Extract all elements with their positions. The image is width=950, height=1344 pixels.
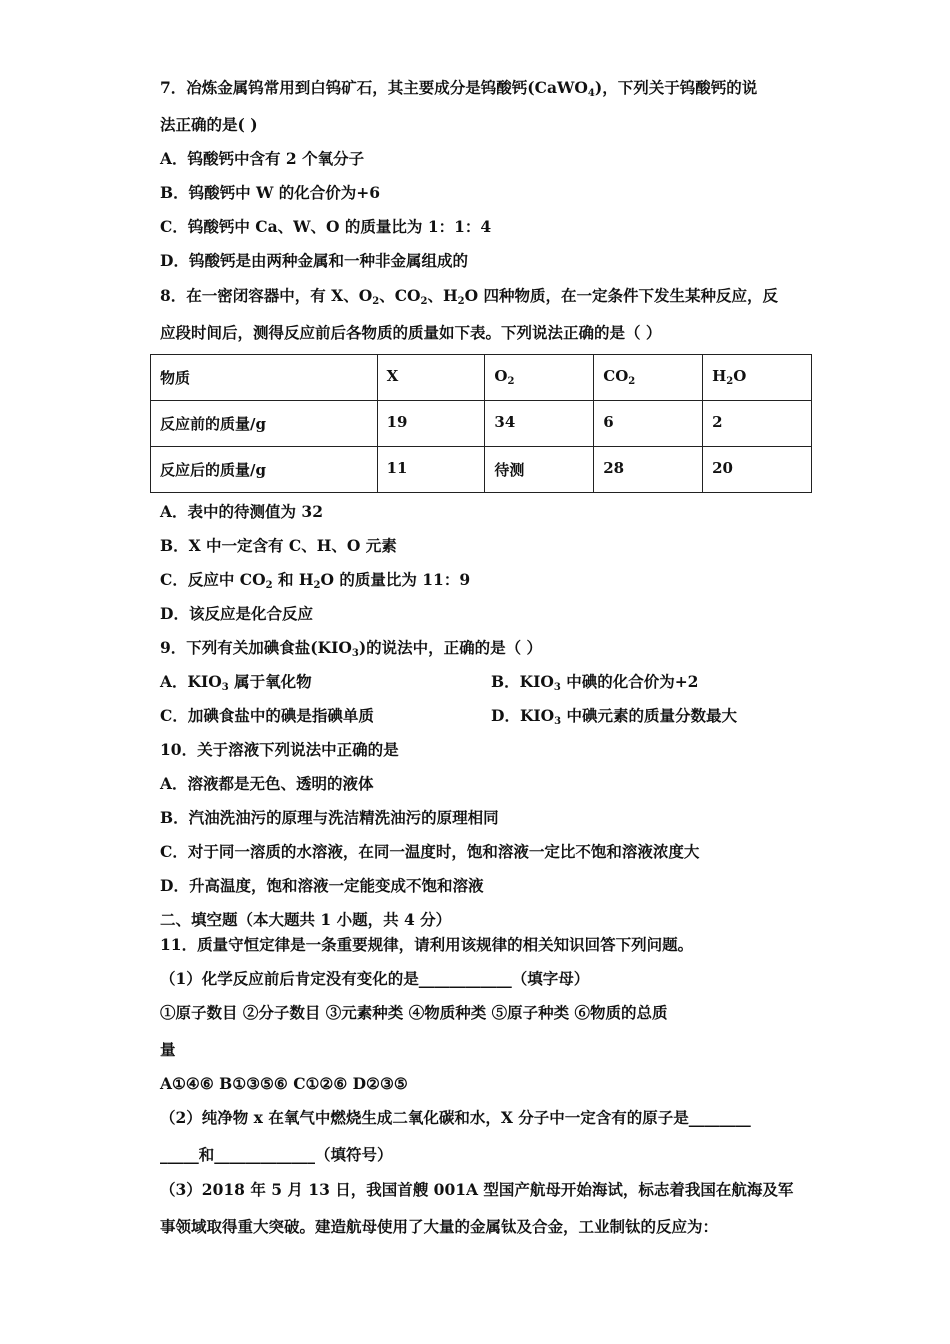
q10-stem: 10．关于溶液下列说法中正确的是 bbox=[160, 740, 399, 759]
table-cell: 2 bbox=[703, 401, 812, 447]
table-cell: 34 bbox=[485, 401, 594, 447]
q7-option-b: B．钨酸钙中 W 的化合价为+6 bbox=[160, 183, 381, 202]
q9-stem: 9．下列有关加碘食盐$(KIO_3)$的说法中，正确的是（ ） bbox=[160, 638, 543, 659]
q11-choices: A①④⑥ B①③⑤⑥ C①②⑥ D②③⑤ bbox=[160, 1074, 408, 1093]
table-header-cell: X bbox=[377, 355, 485, 401]
q8-stem-line2: 应段时间后，测得反应前后各物质的质量如下表。下列说法正确的是（ ） bbox=[160, 323, 662, 342]
table-cell: 19 bbox=[377, 401, 485, 447]
q7-option-c: C．钨酸钙中 Ca、W、O 的质量比为 1：1：4 bbox=[160, 217, 492, 236]
table-row bbox=[151, 401, 812, 447]
table-header-cell: $H_2O$ bbox=[703, 355, 812, 401]
q11-part2-line2: _____和_____________（填符号） bbox=[160, 1145, 393, 1164]
q11-stem: 11．质量守恒定律是一条重要规律，请利用该规律的相关知识回答下列问题。 bbox=[160, 935, 694, 954]
q9-option-a: A．$KIO_3$ 属于氧化物 bbox=[160, 672, 312, 693]
table-header-cell: 物质 bbox=[151, 355, 378, 401]
q7-option-a: A．钨酸钙中含有 2 个氧分子 bbox=[160, 149, 365, 168]
q11-items-line2: 量 bbox=[160, 1040, 176, 1059]
table-cell: 反应前的质量/g bbox=[151, 401, 378, 447]
q11-part3-line2: 事领域取得重大突破。建造航母使用了大量的金属钛及合金，工业制钛的反应为： bbox=[160, 1217, 719, 1236]
table-header-cell: $O_2$ bbox=[485, 355, 594, 401]
table-cell: 28 bbox=[594, 447, 703, 493]
table-cell: 11 bbox=[377, 447, 485, 493]
q8-option-c: C．反应中 $CO_2$ 和 $H_2O$ 的质量比为 11：9 bbox=[160, 570, 471, 591]
table-row bbox=[151, 447, 812, 493]
q7-stem-line2: 法正确的是( ) bbox=[160, 115, 258, 134]
q9-option-b: B．$KIO_3$ 中碘的化合价为+2 bbox=[491, 672, 699, 693]
q10-option-b: B．汽油洗油污的原理与洗洁精洗油污的原理相同 bbox=[160, 808, 499, 827]
q9-option-d: D．$KIO_3$ 中碘元素的质量分数最大 bbox=[491, 706, 738, 727]
table-header-row bbox=[151, 355, 812, 401]
q9-option-c: C．加碘食盐中的碘是指碘单质 bbox=[160, 706, 374, 725]
q7-stem-line1: 7．冶炼金属钨常用到白钨矿石，其主要成分是钨酸钙(CaWO$_4$)，下列关于钨酸钙的说 bbox=[160, 78, 758, 99]
q10-option-a: A．溶液都是无色、透明的液体 bbox=[160, 774, 374, 793]
q11-part1: （1）化学反应前后肯定没有变化的是____________（填字母） bbox=[160, 969, 590, 988]
q11-items-line1: ①原子数目 ②分子数目 ③元素种类 ④物质种类 ⑤原子种类 ⑥物质的总质 bbox=[160, 1003, 668, 1022]
table-cell: 6 bbox=[594, 401, 703, 447]
table-cell: 反应后的质量/g bbox=[151, 447, 378, 493]
table-cell: 20 bbox=[703, 447, 812, 493]
q8-option-a: A．表中的待测值为 32 bbox=[160, 502, 323, 521]
q10-option-d: D．升高温度，饱和溶液一定能变成不饱和溶液 bbox=[160, 876, 484, 895]
q10-option-c: C．对于同一溶质的水溶液，在同一温度时，饱和溶液一定比不饱和溶液浓度大 bbox=[160, 842, 700, 861]
q11-part3-line1: （3）2018 年 5 月 13 日，我国首艘 001A 型国产航母开始海试，标志着我国在航海及军 bbox=[160, 1180, 794, 1199]
table-header-cell: $CO_2$ bbox=[594, 355, 703, 401]
q8-option-d: D．该反应是化合反应 bbox=[160, 604, 313, 623]
q8-option-b: B．X 中一定含有 C、H、O 元素 bbox=[160, 536, 397, 555]
table-cell: 待测 bbox=[485, 447, 594, 493]
q8-stem-line1: 8．在一密闭容器中，有 X、$O_2$、$CO_2$、$H_2O$ 四种物质，在一定条件下发生某种反应，反 bbox=[160, 286, 779, 307]
q11-part2-line1: （2）纯净物 x 在氧气中燃烧生成二氧化碳和水，X 分子中一定含有的原子是________ bbox=[160, 1108, 751, 1127]
mass-table bbox=[150, 354, 812, 493]
section-heading: 二、填空题（本大题共 1 小题，共 4 分） bbox=[160, 910, 452, 929]
q7-option-d: D．钨酸钙是由两种金属和一种非金属组成的 bbox=[160, 251, 468, 270]
